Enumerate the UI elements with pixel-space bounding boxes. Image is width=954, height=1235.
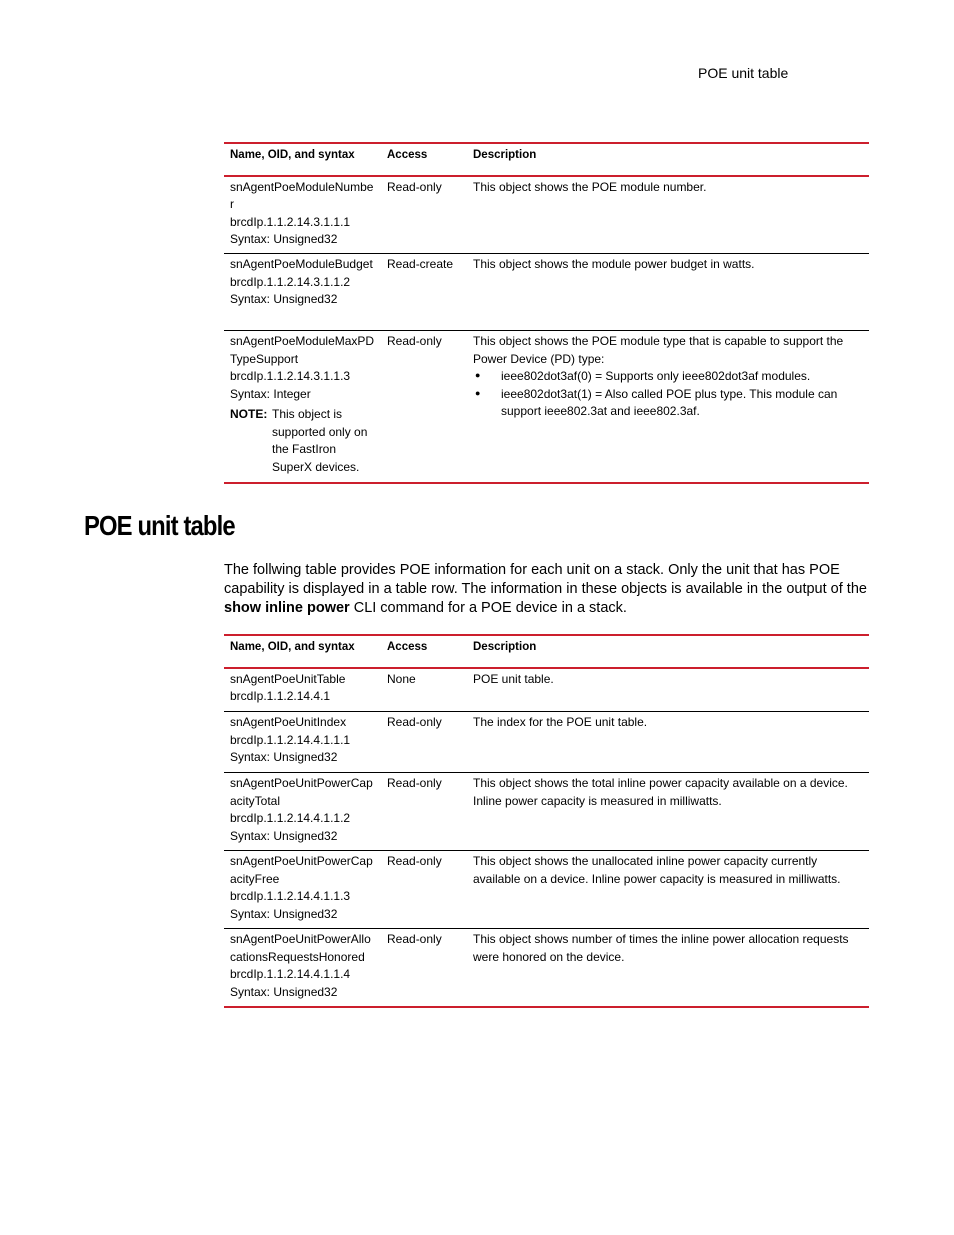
intro-text: The follwing table provides POE information for each unit on a stack. Only the unit that has POE capability is displayed in a table row. The information in these objects is available in the output of the [224,562,867,597]
running-header: POE unit table [698,65,789,81]
intro-text-end: CLI command for a POE device in a stack. [349,600,627,616]
table-row [224,929,869,1007]
bullet-item: ● ieee802dot3at(1) = Also called POE plus type. This module can support ieee802.3at and ieee802.3af. [473,386,863,421]
table-header-row [224,635,869,668]
object-name: snAgentPoeModuleMaxPDTypeSupport [230,334,375,366]
description-cell [467,331,869,484]
header-description: Description [467,635,869,668]
description-cell: This object shows the total inline power capacity available on a device. Inline power capacity is measured in milliwatts. [467,773,869,851]
table-row [224,773,869,851]
object-oid: brcdIp.1.1.2.14.4.1.1.2 [230,811,351,825]
poe-unit-table [224,634,869,1008]
header-access: Access [381,635,467,668]
object-syntax: Syntax: Unsigned32 [230,232,338,246]
object-name: snAgentPoeModuleNumber [230,179,374,211]
bullet-item: ● ieee802dot3af(0) = Supports only ieee802dot3af modules. [473,368,863,386]
description-text: This object shows the POE module type that is capable to support the Power Device (PD) type: [473,334,844,366]
object-oid: brcdIp.1.1.2.14.4.1.1.4 [230,967,351,981]
name-cell [224,668,381,712]
note-label: NOTE: [230,407,268,421]
name-cell [224,773,381,851]
table-row [224,176,869,254]
header-access: Access [381,143,467,176]
object-syntax: Syntax: Integer [230,386,311,401]
name-cell [224,851,381,929]
object-oid: brcdIp.1.1.2.14.3.1.1.3 [230,369,351,383]
object-name: snAgentPoeModuleBudget [230,257,373,271]
object-oid: brcdIp.1.1.2.14.4.1.1.3 [230,889,351,903]
table-header-row [224,143,869,176]
bullet-list [473,368,863,421]
object-syntax: Syntax: Unsigned32 [230,828,338,843]
object-name: snAgentPoeUnitPowerCapacityTotal [230,776,373,808]
name-cell [224,712,381,773]
table-row [224,668,869,712]
access-cell: Read-only [381,773,467,851]
table-row [224,331,869,484]
note-text: This object is supported only on the FastIron SuperX devices. [272,407,368,474]
note [230,406,375,476]
access-cell: Read-only [381,331,467,484]
object-syntax: Syntax: Unsigned32 [230,984,338,999]
access-cell: Read-only [381,712,467,773]
object-syntax: Syntax: Unsigned32 [230,292,338,306]
intro-paragraph [224,561,869,618]
name-cell [224,176,381,254]
description-cell: This object shows number of times the inline power allocation requests were honored on the device. [467,929,869,1007]
object-oid: brcdIp.1.1.2.14.3.1.1.2 [230,274,351,289]
name-cell [224,929,381,1007]
object-name: snAgentPoeUnitPowerAllocationsRequestsHonored [230,932,371,964]
header-name: Name, OID, and syntax [224,635,381,668]
object-oid: brcdIp.1.1.2.14.4.1.1.1 [230,732,351,747]
table-row [224,851,869,929]
access-cell: Read-only [381,851,467,929]
object-oid: brcdIp.1.1.2.14.3.1.1.1 [230,214,351,229]
name-cell [224,331,381,484]
description-cell: This object shows the POE module number. [467,176,869,254]
access-cell: Read-only [381,176,467,254]
description-cell: This object shows the module power budget in watts. [467,254,869,331]
object-name: snAgentPoeUnitTable [230,671,346,686]
object-name: snAgentPoeUnitIndex [230,715,347,729]
table-row [224,254,869,331]
section-title: POE unit table [84,510,235,541]
access-cell: Read-create [381,254,467,331]
description-cell: The index for the POE unit table. [467,712,869,773]
description-cell: POE unit table. [467,668,869,712]
object-oid: brcdIp.1.1.2.14.4.1 [230,689,331,703]
table-row [224,712,869,773]
description-cell: This object shows the unallocated inline power capacity currently available on a device. Inline power capacity is measured in milliwatts. [467,851,869,929]
object-name: snAgentPoeUnitPowerCapacityFree [230,854,373,886]
object-syntax: Syntax: Unsigned32 [230,906,338,921]
name-cell [224,254,381,331]
object-syntax: Syntax: Unsigned32 [230,750,338,764]
header-description: Description [467,143,869,176]
access-cell: None [381,668,467,712]
access-cell: Read-only [381,929,467,1007]
cli-command: show inline power [224,600,350,616]
poe-module-table [224,142,869,484]
header-name: Name, OID, and syntax [224,143,381,176]
